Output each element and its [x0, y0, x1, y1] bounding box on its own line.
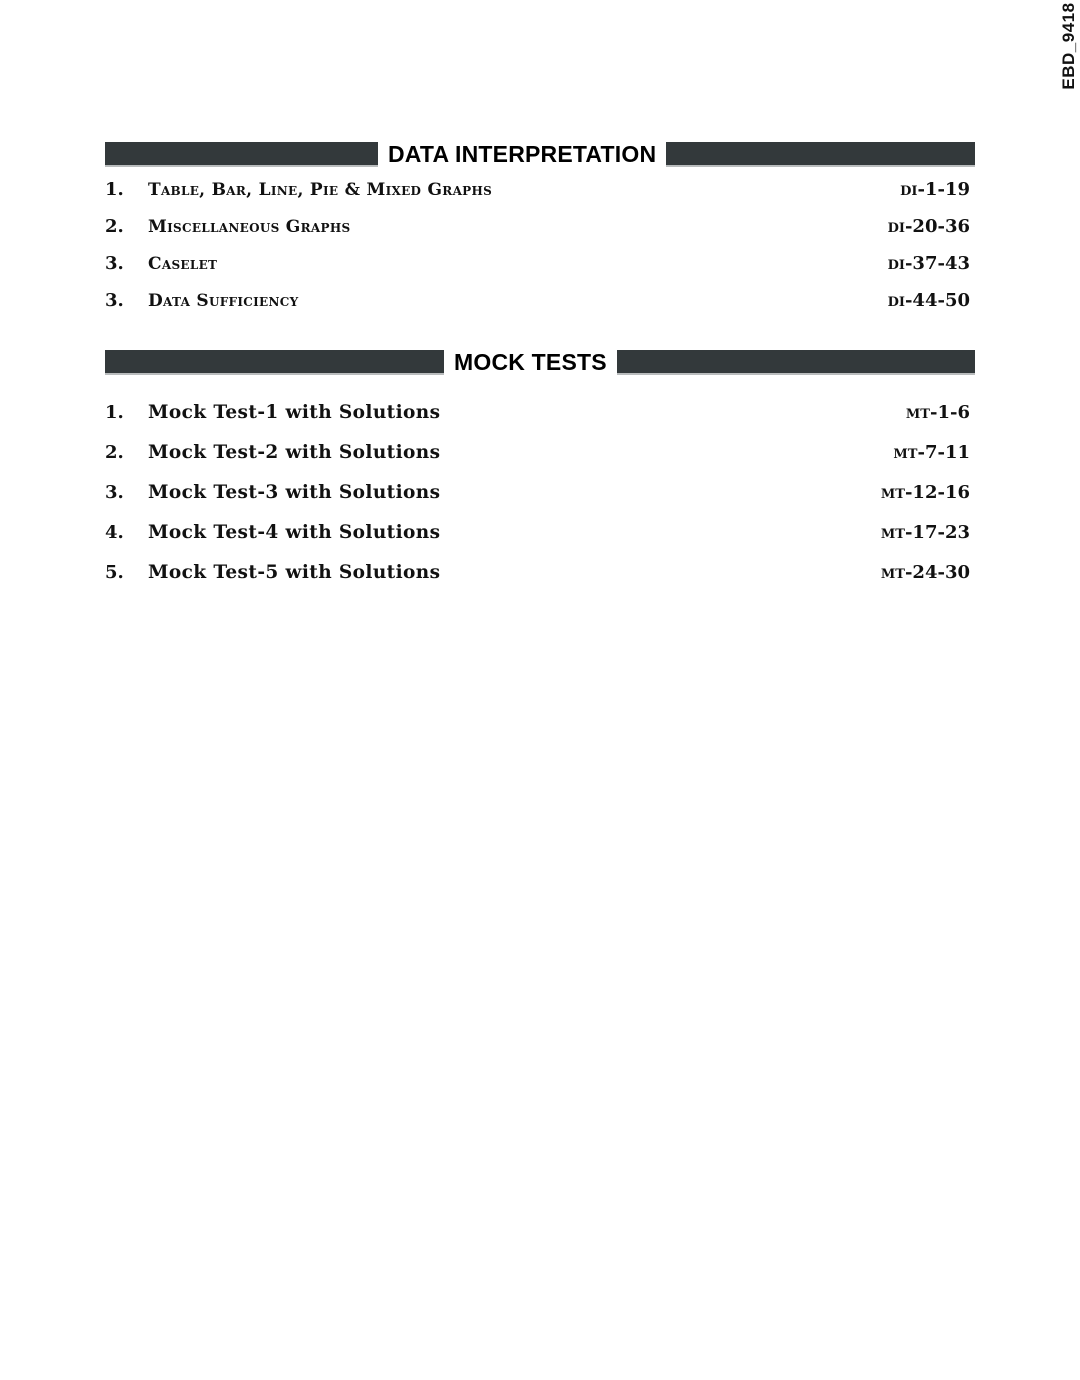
entry-title: Miscellaneous Graphs	[148, 217, 351, 237]
entry-number: 2.	[105, 442, 124, 463]
toc-entry[interactable]	[105, 442, 970, 463]
section-title: DATA INTERPRETATION	[388, 141, 657, 167]
entry-number: 2.	[105, 216, 124, 237]
page-range: -7-11	[917, 442, 970, 463]
header-bar-left	[105, 350, 444, 375]
page-range: -12-16	[904, 482, 970, 503]
entry-title: Mock Test-5 with Solutions	[148, 562, 441, 583]
header-bar-left	[105, 142, 378, 167]
entry-title: Mock Test-4 with Solutions	[148, 522, 441, 543]
entry-title: Data Sufficiency	[148, 291, 299, 311]
document-code-text: EBD_9418	[1059, 2, 1078, 90]
page-range: -17-23	[904, 522, 970, 543]
entry-number: 3.	[105, 290, 124, 311]
entry-number: 3.	[105, 482, 124, 503]
page-range: -44-50	[904, 290, 970, 311]
toc-entry[interactable]	[105, 179, 970, 200]
entry-title: Mock Test-3 with Solutions	[148, 482, 441, 503]
entry-page	[888, 253, 970, 274]
entry-page	[888, 290, 970, 311]
document-code	[1058, 0, 1080, 92]
section-header-mock-tests	[105, 350, 975, 375]
page-prefix: mt	[880, 522, 905, 543]
entry-number: 1.	[105, 402, 124, 423]
toc-entry[interactable]	[105, 402, 970, 423]
entry-number: 3.	[105, 253, 124, 274]
page-range: -1-6	[930, 402, 970, 423]
entry-page	[881, 482, 970, 503]
toc-entry[interactable]	[105, 290, 970, 311]
entry-title: Mock Test-2 with Solutions	[148, 442, 441, 463]
entry-title: Table, Bar, Line, Pie & Mixed Graphs	[148, 180, 493, 200]
toc-entry[interactable]	[105, 216, 970, 237]
toc-entry[interactable]	[105, 253, 970, 274]
entry-number: 5.	[105, 562, 124, 583]
entry-page	[906, 402, 970, 423]
page-prefix: mt	[905, 402, 930, 423]
toc-entry[interactable]	[105, 562, 970, 583]
toc-entry[interactable]	[105, 482, 970, 503]
toc-entry[interactable]	[105, 522, 970, 543]
header-bar-right	[666, 142, 975, 167]
page-prefix: di	[887, 290, 905, 311]
header-bar-right	[617, 350, 975, 375]
page-prefix: di	[900, 179, 918, 200]
entry-page	[893, 442, 970, 463]
entry-number: 4.	[105, 522, 124, 543]
entry-page	[881, 522, 970, 543]
entry-page	[900, 179, 970, 200]
page-prefix: mt	[893, 442, 918, 463]
entry-title: Mock Test-1 with Solutions	[148, 402, 441, 423]
page-prefix: di	[887, 216, 905, 237]
page-prefix: mt	[880, 482, 905, 503]
entry-page	[888, 216, 970, 237]
page-range: -37-43	[904, 253, 970, 274]
section-title: MOCK TESTS	[454, 349, 607, 375]
entry-page	[881, 562, 970, 583]
section-header-data-interpretation	[105, 142, 975, 167]
page-range: -24-30	[904, 562, 970, 583]
page-prefix: mt	[880, 562, 905, 583]
page-range: -20-36	[904, 216, 970, 237]
page-prefix: di	[887, 253, 905, 274]
page-range: -1-19	[917, 179, 970, 200]
entry-number: 1.	[105, 179, 124, 200]
entry-title: Caselet	[148, 254, 218, 274]
